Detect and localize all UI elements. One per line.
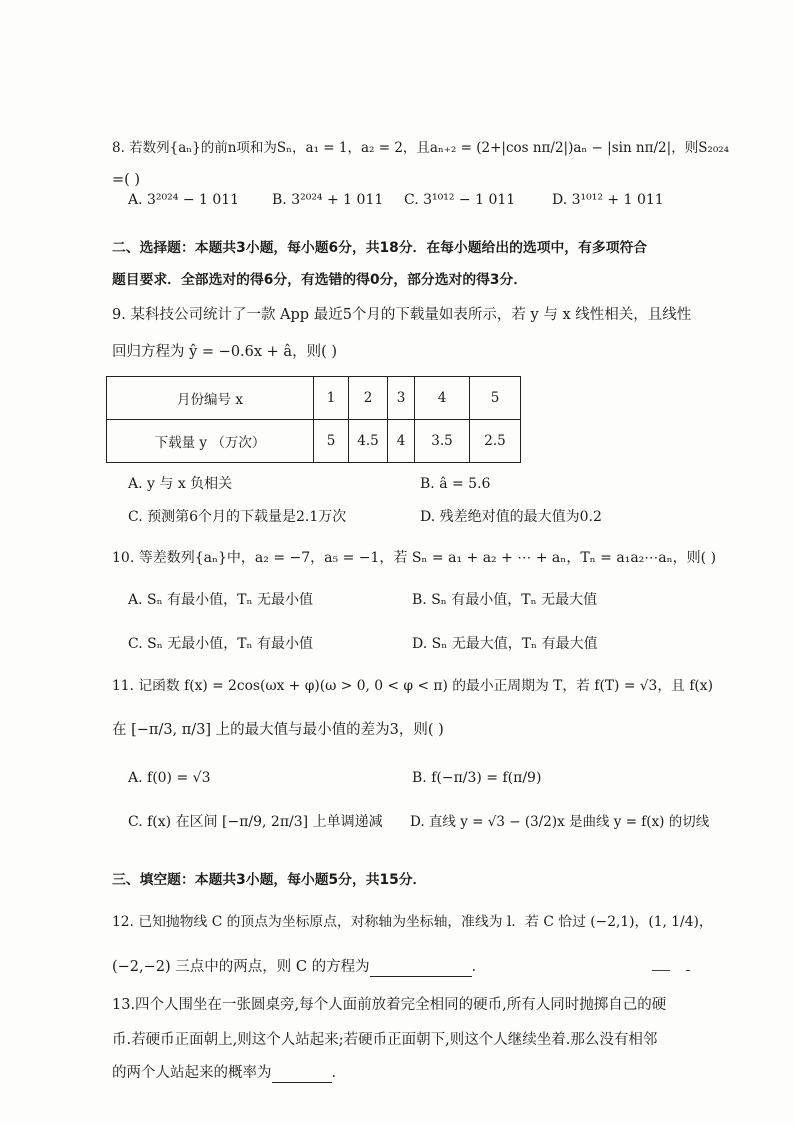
- table-cell: 4: [415, 377, 470, 420]
- q12-answer-blank[interactable]: [370, 962, 472, 977]
- q13-stem-line3: [112, 1063, 336, 1083]
- q13-stem-line1: 13.四个人围坐在一张圆桌旁,每个人面前放着完全相同的硬币,所有人同时抛掷自己的硬: [112, 997, 667, 1013]
- q8-option-d: D. 3¹⁰¹² + 1 011: [552, 192, 664, 208]
- q10-stem: 10. 等差数列{aₙ}中，a₂ = −7，a₅ = −1，若 Sₙ = a₁ + a₂ + ⋯ + aₙ，Tₙ = a₁a₂⋯aₙ，则( ): [112, 550, 717, 566]
- section2-heading-line1: 二、选择题：本题共3小题，每小题6分，共18分．在每小题给出的选项中，有多项符合: [112, 240, 648, 256]
- section3-heading: 三、填空题：本题共3小题，每小题5分，共15分．: [112, 872, 427, 888]
- q9-option-a: A. y 与 x 负相关: [128, 476, 233, 492]
- table-cell: 3: [388, 377, 415, 420]
- q9-stem-line2: 回归方程为 ŷ = −0.6x + â，则( ): [112, 344, 337, 360]
- table-cell: 1: [314, 377, 349, 420]
- q9-option-b: B. â = 5.6: [420, 476, 491, 492]
- scan-mark: [686, 970, 690, 971]
- table-cell: 2: [349, 377, 388, 420]
- download-table: [106, 376, 521, 463]
- table-header-month: 月份编号 x: [107, 377, 314, 420]
- table-cell: 5: [314, 420, 349, 463]
- q11-option-b: B. f(−π/3) = f(π/9): [412, 770, 542, 786]
- q9-option-d: D. 残差绝对值的最大值为0.2: [420, 509, 602, 525]
- q8-stem: 8. 若数列{aₙ}的前n项和为Sₙ，a₁ = 1，a₂ = 2，且aₙ₊₂ = (2+|cos nπ/2|)aₙ − |sin nπ/2|，则S₂₀₂₄: [112, 140, 730, 156]
- q9-stem-line1: 9. 某科技公司统计了一款 App 最近5个月的下载量如表所示，若 y 与 x 线性相关，且线性: [112, 307, 692, 323]
- q10-option-c: C. Sₙ 无最小值，Tₙ 有最小值: [128, 636, 314, 652]
- table-header-downloads: 下载量 y （万次）: [107, 420, 314, 463]
- q10-option-b: B. Sₙ 有最小值，Tₙ 无最大值: [412, 592, 598, 608]
- q13-stem-text: 的两个人站起来的概率为: [112, 1065, 272, 1081]
- q13-stem-line2: 币.若硬币正面朝上,则这个人站起来;若硬币正面朝下,则这个人继续坐着.那么没有相邻: [112, 1032, 658, 1048]
- table-cell: 5: [470, 377, 521, 420]
- table-cell: 4: [388, 420, 415, 463]
- table-cell: 2.5: [470, 420, 521, 463]
- q8-paren: =( ): [112, 172, 141, 188]
- q10-option-a: A. Sₙ 有最小值，Tₙ 无最小值: [128, 592, 313, 608]
- q11-option-d: D. 直线 y = √3 − (3/2)x 是曲线 y = f(x) 的切线: [410, 814, 710, 830]
- q12-period: ．: [471, 959, 487, 975]
- q13-answer-blank[interactable]: [272, 1068, 332, 1083]
- table-cell: 3.5: [415, 420, 470, 463]
- scan-mark: [652, 970, 670, 971]
- q11-stem-line1: 11. 记函数 f(x) = 2cos(ωx + φ)(ω > 0, 0 < φ < π) 的最小正周期为 T，若 f(T) = √3，且 f(x): [112, 678, 713, 694]
- q11-option-a: A. f(0) = √3: [128, 770, 211, 786]
- section2-heading-line2: 题目要求．全部选对的得6分，有选错的得0分，部分选对的得3分．: [112, 272, 528, 288]
- table-cell: 4.5: [349, 420, 388, 463]
- q8-option-a: A. 3²⁰²⁴ − 1 011: [128, 192, 240, 208]
- q11-option-c: C. f(x) 在区间 [−π/9, 2π/3] 上单调递减: [128, 814, 383, 830]
- table-row: [107, 420, 521, 463]
- table-row: [107, 377, 521, 420]
- q8-option-b: B. 3²⁰²⁴ + 1 011: [272, 192, 384, 208]
- q10-option-d: D. Sₙ 无最大值，Tₙ 有最大值: [412, 636, 598, 652]
- q11-stem-line2: 在 [−π/3, π/3] 上的最大值与最小值的差为3，则( ): [112, 722, 444, 738]
- q13-period: .: [331, 1065, 337, 1081]
- q12-stem-line1: 12. 已知抛物线 C 的顶点为坐标原点，对称轴为坐标轴，准线为 l．若 C 恰过 (−2,1)，(1, 1/4)，: [112, 914, 713, 930]
- q12-stem-line2: [112, 957, 486, 977]
- q8-option-c: C. 3¹⁰¹² − 1 011: [404, 192, 516, 208]
- q12-stem-text: (−2,−2) 三点中的两点，则 C 的方程为: [112, 959, 370, 975]
- q9-option-c: C. 预测第6个月的下载量是2.1万次: [128, 509, 347, 525]
